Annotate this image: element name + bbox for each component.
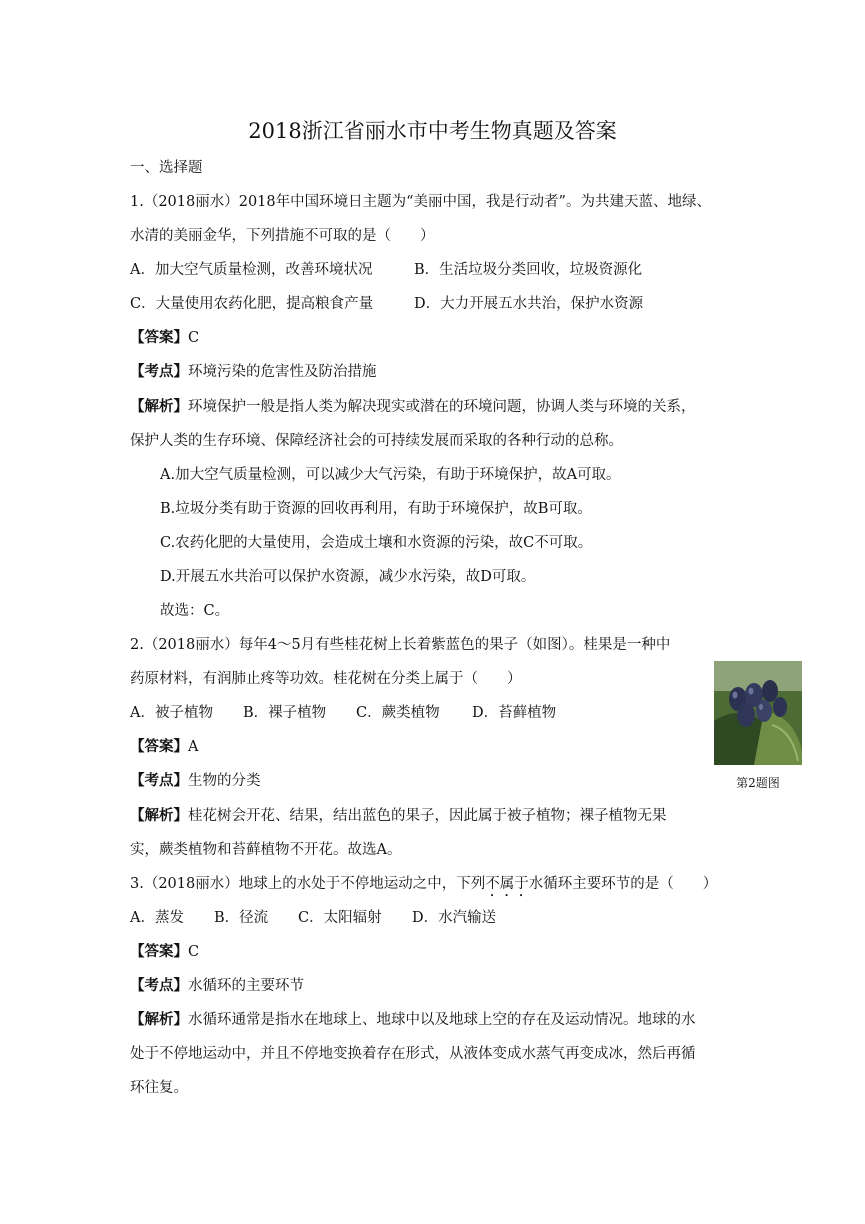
osmanthus-fruit-image: [714, 661, 802, 765]
q1-option-a: A．加大空气质量检测，改善环境状况: [130, 262, 373, 278]
q3-analysis-line1: [130, 1010, 696, 1030]
analysis-label: 【解析】: [130, 1011, 188, 1028]
q2-analysis-line1: [130, 806, 667, 826]
q2-stem-line1: 2.（2018丽水）每年4～5月有些桂花树上长着紫蓝色的果子（如图）。桂果是一种中: [130, 637, 671, 653]
q3-analysis-line2: 处于不停地运动中，并且不停地变换着存在形式，从液体变成水蒸气再变成冰，然后再循: [130, 1046, 696, 1062]
q1-stem-line1: 1.（2018丽水）2018年中国环境日主题为“美丽中国，我是行动者”。为共建天蓝、地绿、: [130, 194, 711, 210]
q1-answer: [130, 328, 199, 348]
q3-knowledge-point: [130, 976, 304, 996]
point-label: 【考点】: [130, 772, 188, 789]
page-title: 2018浙江省丽水市中考生物真题及答案: [248, 119, 617, 143]
q2-option-d: D．苔藓植物: [472, 705, 557, 721]
q1-option-d: D．大力开展五水共治，保护水资源: [414, 296, 644, 312]
q3-stem-pre: 3.（2018丽水）地球上的水处于不停地运动之中，下列: [130, 876, 486, 892]
q2-option-c: C．蕨类植物: [356, 705, 440, 721]
answer-value: C: [188, 330, 200, 346]
q3-option-c: C．太阳辐射: [298, 910, 382, 926]
q3-option-d: D．水汽输送: [412, 910, 497, 926]
q2-analysis-line2: 实，蕨类植物和苔藓植物不开花。故选A。: [130, 842, 402, 858]
q3-stem-post: 水循环主要环节的是（ ）: [528, 876, 718, 892]
q2-option-a: A．被子植物: [130, 705, 213, 721]
q1-analysis-line1: [130, 397, 696, 417]
q1-option-c: C．大量使用农药化肥，提高粮食产量: [130, 296, 374, 312]
q2-options: [130, 703, 556, 723]
answer-label: 【答案】: [130, 738, 188, 755]
analysis-label: 【解析】: [130, 807, 188, 824]
q2-stem-line2: 药原材料，有润肺止疼等功效。桂花树在分类上属于（ ）: [130, 671, 522, 687]
figure-caption: 第2题图: [736, 776, 780, 790]
q2-knowledge-point: [130, 771, 261, 791]
analysis-text: 水循环通常是指水在地球上、地球中以及地球上空的存在及运动情况。地球的水: [188, 1012, 696, 1028]
section-heading: 一、选择题: [130, 160, 203, 176]
q1-analysis-c: C.农药化肥的大量使用，会造成土壤和水资源的污染，故C不可取。: [160, 535, 593, 551]
q1-choose: 故选：C。: [160, 603, 230, 619]
answer-label: 【答案】: [130, 943, 188, 960]
q3-option-b: B．径流: [214, 910, 269, 926]
answer-value: C: [188, 944, 200, 960]
analysis-text: 环境保护一般是指人类为解决现实或潜在的环境问题，协调人类与环境的关系，: [188, 399, 696, 415]
answer-value: A: [188, 739, 199, 755]
q1-analysis-d: D.开展五水共治可以保护水资源，减少水污染，故D可取。: [160, 569, 536, 585]
q1-analysis-b: B.垃圾分类有助于资源的回收再利用，有助于环境保护，故B可取。: [160, 501, 592, 517]
q3-stem-emphasis: 不属于: [485, 876, 529, 892]
q1-options-row1: [130, 260, 642, 280]
q1-analysis-line2: 保护人类的生存环境、保障经济社会的可持续发展而采取的各种行动的总称。: [130, 433, 623, 449]
osmanthus-fruit-photo: [714, 661, 802, 765]
q1-knowledge-point: [130, 362, 377, 382]
q1-stem-line2: 水清的美丽金华，下列措施不可取的是（ ）: [130, 228, 435, 244]
q3-options: [130, 908, 496, 928]
q3-option-a: A．蒸发: [130, 910, 184, 926]
q2-option-b: B．裸子植物: [243, 705, 327, 721]
point-label: 【考点】: [130, 363, 188, 380]
q1-options-row2: [130, 294, 643, 314]
q3-stem: [130, 874, 717, 900]
q3-answer: [130, 942, 199, 962]
q1-option-b: B．生活垃圾分类回收，垃圾资源化: [414, 262, 643, 278]
q2-answer: [130, 737, 198, 757]
point-value: 水循环的主要环节: [188, 978, 304, 994]
q3-analysis-line3: 环往复。: [130, 1080, 188, 1096]
point-value: 环境污染的危害性及防治措施: [188, 364, 377, 380]
answer-label: 【答案】: [130, 329, 188, 346]
point-label: 【考点】: [130, 977, 188, 994]
q1-analysis-a: A.加大空气质量检测，可以减少大气污染，有助于环境保护，故A可取。: [160, 467, 621, 483]
analysis-label: 【解析】: [130, 398, 188, 415]
point-value: 生物的分类: [188, 773, 261, 789]
analysis-text: 桂花树会开花、结果，结出蓝色的果子，因此属于被子植物；裸子植物无果: [188, 808, 667, 824]
